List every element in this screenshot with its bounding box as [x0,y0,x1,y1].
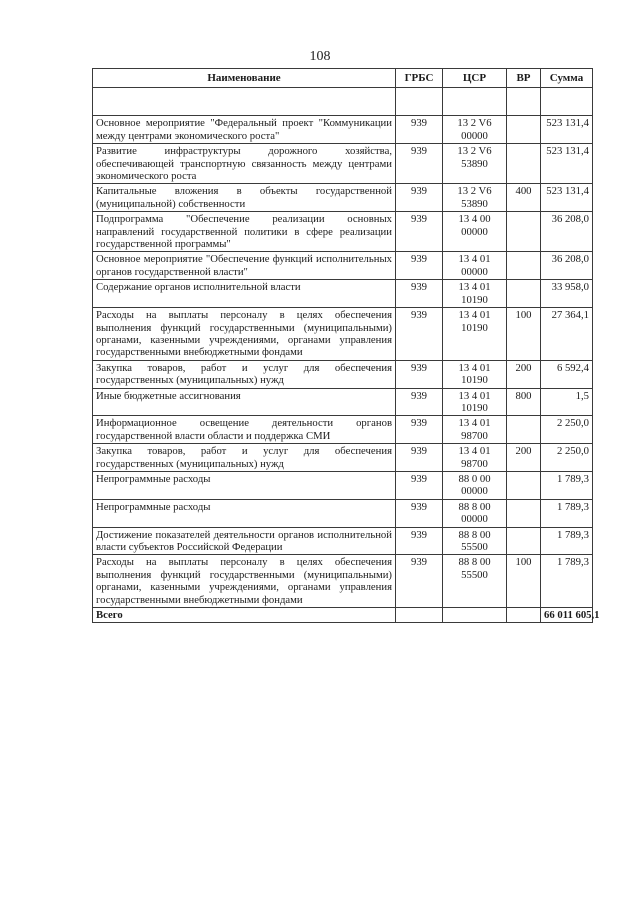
row-grbs-cell: 939 [396,527,443,555]
row-vr-cell [507,499,541,527]
table-total-row [93,608,593,623]
row-vr-cell: 200 [507,360,541,388]
row-sum-cell: 1 789,3 [541,499,593,527]
table-row [93,212,593,252]
table-row [93,144,593,184]
table-row [93,116,593,144]
row-csr-cell: 13 4 01 10190 [443,280,507,308]
row-sum-cell: 2 250,0 [541,416,593,444]
row-sum-cell: 27 364,1 [541,308,593,361]
row-vr-cell [507,471,541,499]
row-csr-cell: 88 8 00 00000 [443,499,507,527]
row-csr-cell: 13 2 V6 53890 [443,184,507,212]
total-csr-cell [443,608,507,623]
page-number: 108 [309,49,331,64]
total-label: Всего [93,608,396,623]
table-row [93,388,593,416]
row-sum-cell: 523 131,4 [541,184,593,212]
row-name-cell: Расходы на выплаты персоналу в целях обеспечения выполнения функций государственными (муниципальными) органами, казенными учреждениями, органами управления государственными внебюджетными фондами [93,308,396,361]
row-vr-cell [507,116,541,144]
row-csr-cell: 88 8 00 55500 [443,555,507,608]
table-row [93,527,593,555]
row-csr-cell: 88 8 00 55500 [443,527,507,555]
row-grbs-cell: 939 [396,280,443,308]
table-row [93,555,593,608]
total-grbs-cell [396,608,443,623]
table-row [93,499,593,527]
row-sum-cell: 33 958,0 [541,280,593,308]
row-vr-cell: 800 [507,388,541,416]
header-name: Наименование [93,69,396,88]
row-grbs-cell: 939 [396,360,443,388]
row-vr-cell [507,252,541,280]
table-row [93,416,593,444]
row-name-cell: Основное мероприятие "Федеральный проект "Коммуникации между центрами экономического роста" [93,116,396,144]
row-grbs-cell: 939 [396,499,443,527]
row-sum-cell: 523 131,4 [541,144,593,184]
row-grbs-cell: 939 [396,116,443,144]
row-vr-cell: 100 [507,555,541,608]
row-vr-cell: 400 [507,184,541,212]
row-grbs-cell: 939 [396,416,443,444]
row-name-cell: Развитие инфраструктуры дорожного хозяйства, обеспечивающей транспортную связанность между центрами экономического роста [93,144,396,184]
row-csr-cell: 13 4 01 98700 [443,416,507,444]
row-name-cell: Подпрограмма "Обеспечение реализации основных направлений государственной политики в сфере реализации государственной программы" [93,212,396,252]
row-grbs-cell: 939 [396,471,443,499]
row-grbs-cell: 939 [396,144,443,184]
row-sum-cell: 36 208,0 [541,252,593,280]
row-name-cell: Непрограммные расходы [93,471,396,499]
row-vr-cell: 200 [507,444,541,472]
header-grbs: ГРБС [396,69,443,88]
row-grbs-cell: 939 [396,388,443,416]
table-row [93,252,593,280]
header-csr: ЦСР [443,69,507,88]
row-csr-cell: 13 4 00 00000 [443,212,507,252]
row-name-cell: Расходы на выплаты персоналу в целях обеспечения выполнения функций государственными (муниципальными) органами, казенными учреждениями, органами управления государственными внебюджетными фондами [93,555,396,608]
row-vr-cell [507,144,541,184]
row-grbs-cell: 939 [396,555,443,608]
row-csr-cell: 13 4 01 10190 [443,388,507,416]
table-body [93,88,600,623]
row-csr-cell: 13 4 01 10190 [443,360,507,388]
row-sum-cell: 1 789,3 [541,527,593,555]
row-name-cell: Капитальные вложения в объекты государственной (муниципальной) собственности [93,184,396,212]
table-header-row [93,69,593,88]
row-grbs-cell: 939 [396,308,443,361]
table-row [93,444,593,472]
row-sum-cell: 523 131,4 [541,116,593,144]
table-row [93,184,593,212]
row-sum-cell: 6 592,4 [541,360,593,388]
row-vr-cell [507,280,541,308]
row-csr-cell: 13 4 01 98700 [443,444,507,472]
row-vr-cell: 100 [507,308,541,361]
row-csr-cell: 13 4 01 00000 [443,252,507,280]
header-vr: ВР [507,69,541,88]
total-sum: 66 011 605,1 [541,608,593,623]
row-name-cell: Содержание органов исполнительной власти [93,280,396,308]
row-vr-cell [507,416,541,444]
row-sum-cell: 1 789,3 [541,471,593,499]
header-sum: Сумма [541,69,593,88]
row-sum-cell: 36 208,0 [541,212,593,252]
row-csr-cell: 13 2 V6 53890 [443,144,507,184]
budget-table [92,68,600,623]
row-name-cell: Достижение показателей деятельности органов исполнительной власти субъектов Российской Федерации [93,527,396,555]
row-sum-cell: 1 789,3 [541,555,593,608]
row-name-cell: Информационное освещение деятельности органов государственной власти области и поддержка СМИ [93,416,396,444]
table-row [93,280,593,308]
row-name-cell: Закупка товаров, работ и услуг для обеспечения государственных (муниципальных) нужд [93,360,396,388]
table-spacer-row [93,88,593,116]
table-row [93,471,593,499]
row-name-cell: Закупка товаров, работ и услуг для обеспечения государственных (муниципальных) нужд [93,444,396,472]
row-csr-cell: 13 4 01 10190 [443,308,507,361]
row-grbs-cell: 939 [396,212,443,252]
row-grbs-cell: 939 [396,252,443,280]
total-vr-cell [507,608,541,623]
row-sum-cell: 2 250,0 [541,444,593,472]
row-vr-cell [507,212,541,252]
table-row [93,360,593,388]
row-grbs-cell: 939 [396,184,443,212]
row-name-cell: Непрограммные расходы [93,499,396,527]
row-name-cell: Основное мероприятие "Обеспечение функций исполнительных органов государственной власти" [93,252,396,280]
row-sum-cell: 1,5 [541,388,593,416]
row-csr-cell: 13 2 V6 00000 [443,116,507,144]
row-name-cell: Иные бюджетные ассигнования [93,388,396,416]
row-vr-cell [507,527,541,555]
table-row [93,308,593,361]
row-grbs-cell: 939 [396,444,443,472]
row-csr-cell: 88 0 00 00000 [443,471,507,499]
